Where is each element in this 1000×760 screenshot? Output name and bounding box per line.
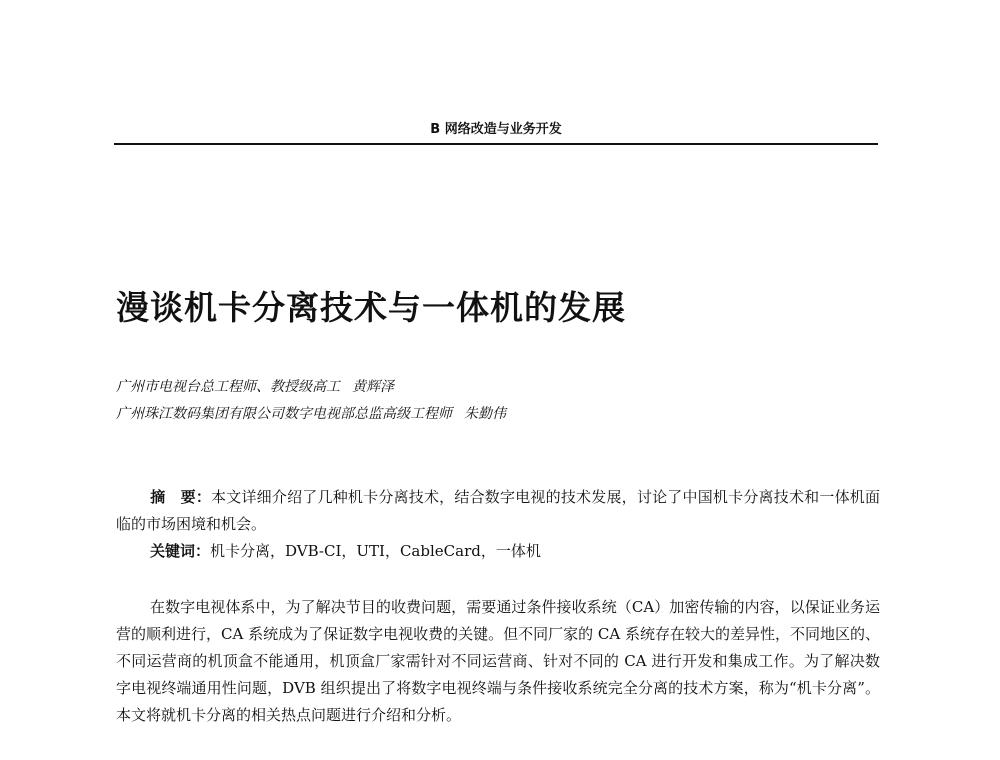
intro-text: 在数字电视体系中，为了解决节目的收费问题，需要通过条件接收系统（CA）加密传输的内容，以保证业务运营的顺利进行，CA 系统成为了保证数字电视收费的关键。但不同厂家的 CA 系统存在较大的差异性，不同地区的、不同运营商的机顶盒不能通用，机顶盒厂家需针对不同运营商、针对不同的 CA 进行开发和集成工作。为了解决数字电视终端通用性问题，DVB 组织提出了将数字电视终端与条件接收系统完全分离的技术方案，称为“机卡分离”。本文将就机卡分离的相关热点问题进行介绍和分析。	[116, 598, 880, 724]
author-line	[116, 377, 394, 397]
author-name: 黄辉泽	[352, 379, 394, 395]
article-title: 漫谈机卡分离技术与一体机的发展	[116, 288, 626, 327]
keywords-text: 机卡分离，DVB-CI，UTI，CableCard，一体机	[210, 542, 541, 560]
keywords-label: 关键词：	[150, 542, 211, 560]
running-header: B 网络改造与业务开发	[430, 122, 562, 137]
author-affiliation: 广州市电视台总工程师、教授级高工	[116, 379, 340, 395]
author-affiliation: 广州珠江数码集团有限公司数字电视部总监高级工程师	[116, 406, 452, 422]
intro-paragraph	[116, 594, 880, 729]
header-rule	[114, 143, 878, 145]
keywords-paragraph	[116, 538, 880, 565]
author-line	[116, 404, 506, 424]
abstract-text: 本文详细介绍了几种机卡分离技术，结合数字电视的技术发展，讨论了中国机卡分离技术和一体机面临的市场困境和机会。	[116, 488, 880, 533]
abstract-paragraph	[116, 484, 880, 538]
abstract-label: 摘 要：	[150, 488, 212, 506]
author-name: 朱勤伟	[464, 406, 506, 422]
